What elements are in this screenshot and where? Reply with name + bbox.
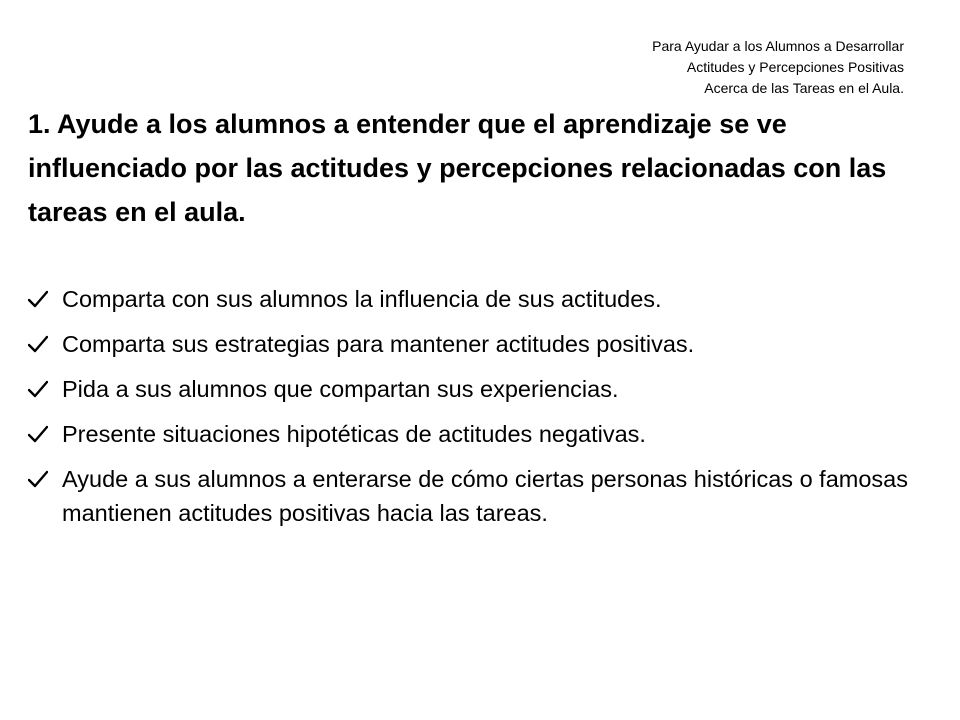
- checkmark-icon: [28, 327, 62, 361]
- header-note-line: Para Ayudar a los Alumnos a Desarrollar: [652, 38, 904, 54]
- slide-title: 1. Ayude a los alumnos a entender que el aprendizaje se ve influenciado por las actitudes y percepciones relacionadas con las tareas en el aula.: [28, 109, 887, 227]
- checkmark-icon: [28, 282, 62, 316]
- bullet-list: [28, 282, 938, 541]
- bullet-item: [28, 417, 938, 451]
- bullet-item: [28, 372, 938, 406]
- bullet-text: Ayude a sus alumnos a enterarse de cómo ciertas personas históricas o famosas mantienen actitudes positivas hacia las tareas.: [62, 466, 908, 526]
- bullet-item: [28, 282, 938, 316]
- header-note-line: Acerca de las Tareas en el Aula.: [704, 80, 904, 96]
- checkmark-icon: [28, 417, 62, 451]
- bullet-item: [28, 327, 938, 361]
- bullet-text: Comparta sus estrategias para mantener actitudes positivas.: [62, 331, 695, 357]
- bullet-text: Presente situaciones hipotéticas de actitudes negativas.: [62, 421, 646, 447]
- bullet-text: Comparta con sus alumnos la influencia de sus actitudes.: [62, 286, 662, 312]
- bullet-item: [28, 462, 938, 530]
- checkmark-icon: [28, 462, 62, 496]
- bullet-text: Pida a sus alumnos que compartan sus experiencias.: [62, 376, 619, 402]
- header-note: [524, 36, 904, 99]
- header-note-line: Actitudes y Percepciones Positivas: [686, 59, 904, 75]
- checkmark-icon: [28, 372, 62, 406]
